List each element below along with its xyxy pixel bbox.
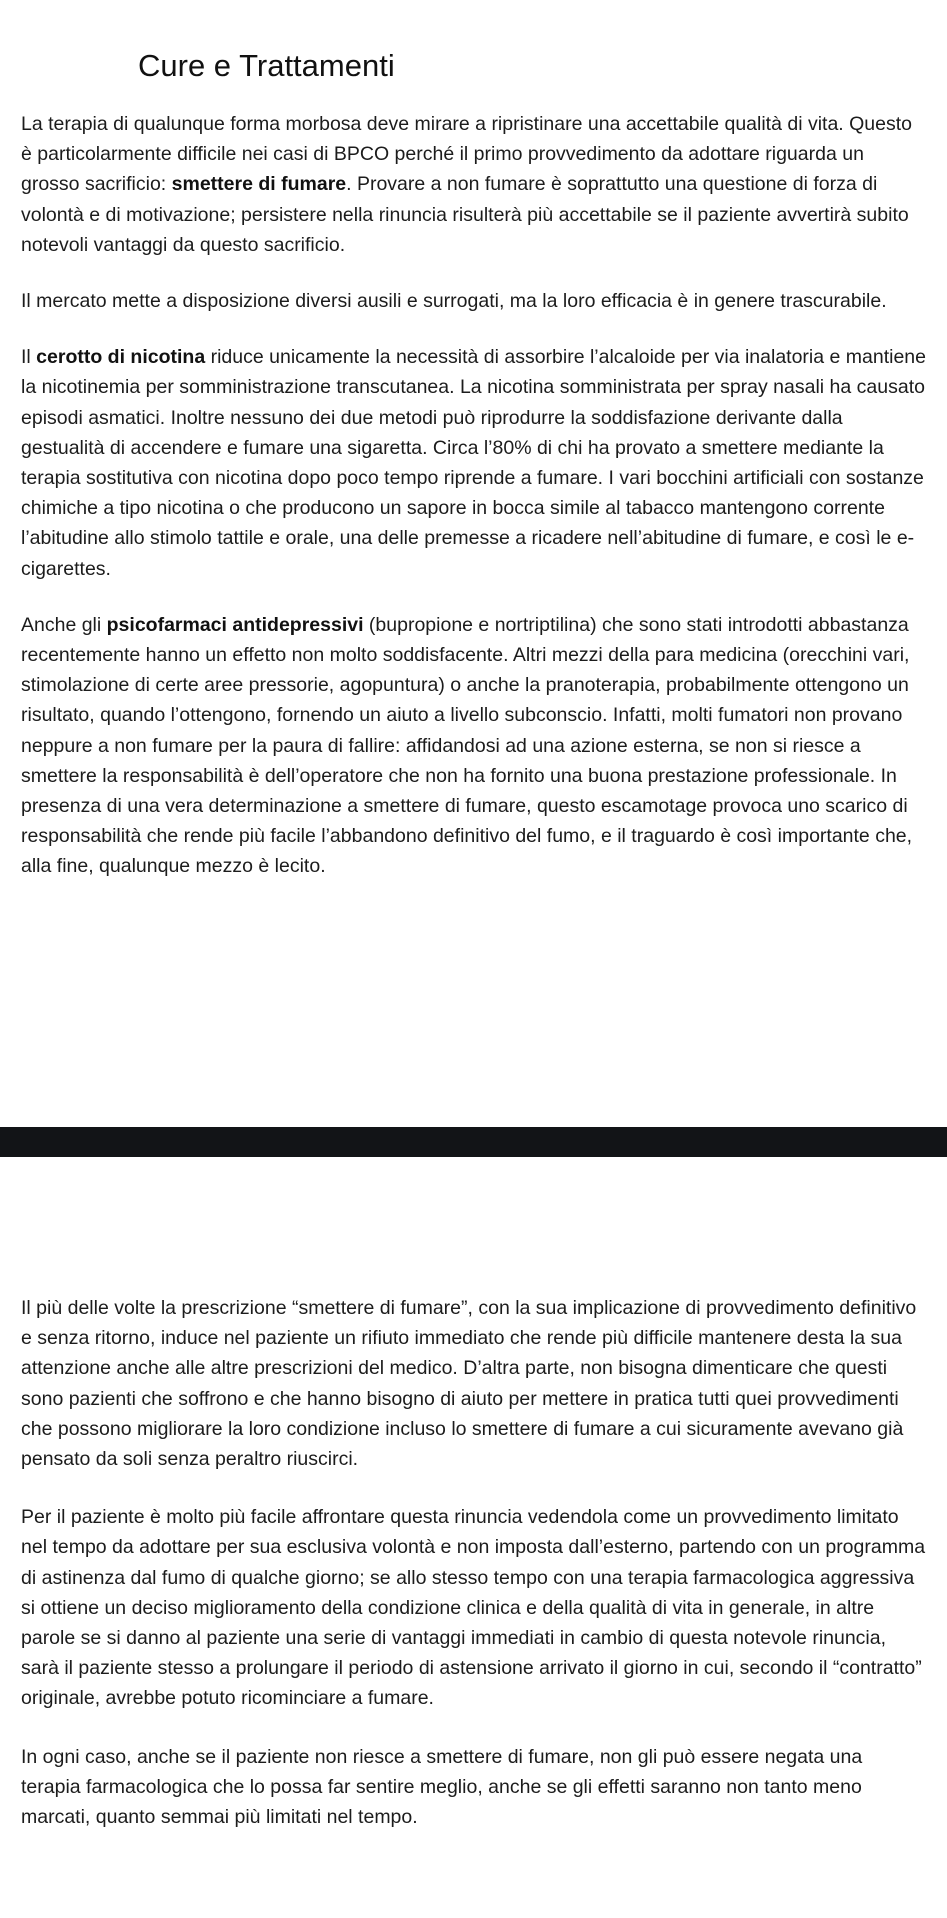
paragraph-prescription: Il più delle volte la prescrizione “smettere di fumare”, con la sua implicazione di provvedimento definitivo e senza ritorno, induce nel paziente un rifiuto immediato che rende più difficile mantenere desta la sua attenzione anche alle altre prescrizioni del medico. D’altra parte, non bisogna dimenticare che questi sono pazienti che soffrono e che hanno bisogno di aiuto per mettere in pratica tutti quei provvedimenti che possono migliorare la loro condizione incluso lo smettere di fumare a cui sicuramente avevano già pensato da soli senza peraltro riuscirci. xyxy=(21,1297,917,1471)
paragraph-text: (bupropione e nortriptilina) che sono stati introdotti abbastanza recentemente hanno un effetto non molto soddisfacente. Altri mezzi della para medicina (orecchini vari, stimolazione di certe aree pressorie, agopuntura) o anche la pranoterapia, probabilmente ottengono un risultato, quando l’ottengono, fornendo un aiuto a livello subconscio. Infatti, molti fumatori non provano neppure a non fumare per la paura di fallire: affidandosi ad una azione esterna, se non si riesce a smettere la responsabilità è dell’operatore che non ha fornito una buona prestazione professionale. In presenza di una vera determinazione a smettere di fumare, questo escamotage provoca uno scarico di responsabilità che rende più facile l’abbandono definitivo del fumo, e il traguardo è così importante che, alla fine, qualunque mezzo è lecito. xyxy=(21,613,913,878)
bold-phrase: psicofarmaci antidepressivi xyxy=(106,613,364,636)
paragraph-text: . Provare a non fumare è soprattutto una questione di forza di volontà e di motivazione; persistere nella rinuncia risulterà più accettabile se il paziente avvertirà subito notevoli vantaggi da questo sacrificio. xyxy=(21,173,909,256)
paragraph-text: Il xyxy=(21,346,37,369)
paragraph-nicotine-patch xyxy=(21,342,926,584)
paragraph-text: Anche gli xyxy=(21,613,107,636)
paragraph-market-aids: Il mercato mette a disposizione diversi ausili e surrogati, ma la loro efficacia è in genere trascurabile. xyxy=(21,290,887,313)
bold-phrase: smettere di fumare xyxy=(171,173,347,196)
paragraph-text: La terapia di qualunque forma morbosa deve mirare a ripristinare una accettabile qualità di vita. Questo è particolarmente difficile nei casi di BPCO perché il primo provvedimento da adottare riguarda un grosso sacrificio: xyxy=(21,113,913,196)
paragraph-pharmacologic-therapy: In ogni caso, anche se il paziente non riesce a smettere di fumare, non gli può essere negata una terapia farmacologica che lo possa far sentire meglio, anche se gli effetti saranno non tanto meno marcati, quanto semmai più limitati nel tempo. xyxy=(21,1745,863,1829)
paragraph-text: riduce unicamente la necessità di assorbire l’alcaloide per via inalatoria e mantiene la nicotinemia per somministrazione transcutanea. La nicotina somministrata per spray nasali ha causato episodi asmatici. Inoltre nessuno dei due metodi può riprodurre la soddisfazione derivante dalla gestualità di accendere e fumare una sigaretta. Circa l’80% di chi ha provato a smettere mediante la terapia sostitutiva con nicotina dopo poco tempo riprende a fumare. I vari bocchini artificiali con sostanze chimiche a tipo nicotina o che producono un sapore in bocca simile al tabacco mantengono corrente l’abitudine allo stimolo tattile e orale, una delle premesse a ricadere nell’abitudine di fumare, e così le e-cigarettes. xyxy=(21,346,927,580)
page-divider-bar xyxy=(0,1127,947,1157)
text-section-top xyxy=(21,109,926,882)
text-section-bottom xyxy=(21,1293,926,1832)
paragraph-therapy-goal xyxy=(21,109,926,260)
paragraph-antidepressants xyxy=(21,610,926,882)
bold-phrase: cerotto di nicotina xyxy=(36,346,206,369)
paragraph-patient-approach: Per il paziente è molto più facile affrontare questa rinuncia vedendola come un provvedimento limitato nel tempo da adottare per sua esclusiva volontà e non imposta dall’esterno, partendo con un programma di astinenza dal fumo di qualche giorno; se allo stesso tempo con una terapia farmacologica aggressiva si ottiene un deciso miglioramento della condizione clinica e della qualità di vita in generale, in altre parole se si danno al paziente una serie di vantaggi immediati in cambio di questa notevole rinuncia, sarà il paziente stesso a prolungare il periodo di astensione arrivato il giorno in cui, secondo il “contratto” originale, avrebbe potuto ricominciare a fumare. xyxy=(21,1506,926,1710)
page-title: Cure e Trattamenti xyxy=(138,48,395,83)
